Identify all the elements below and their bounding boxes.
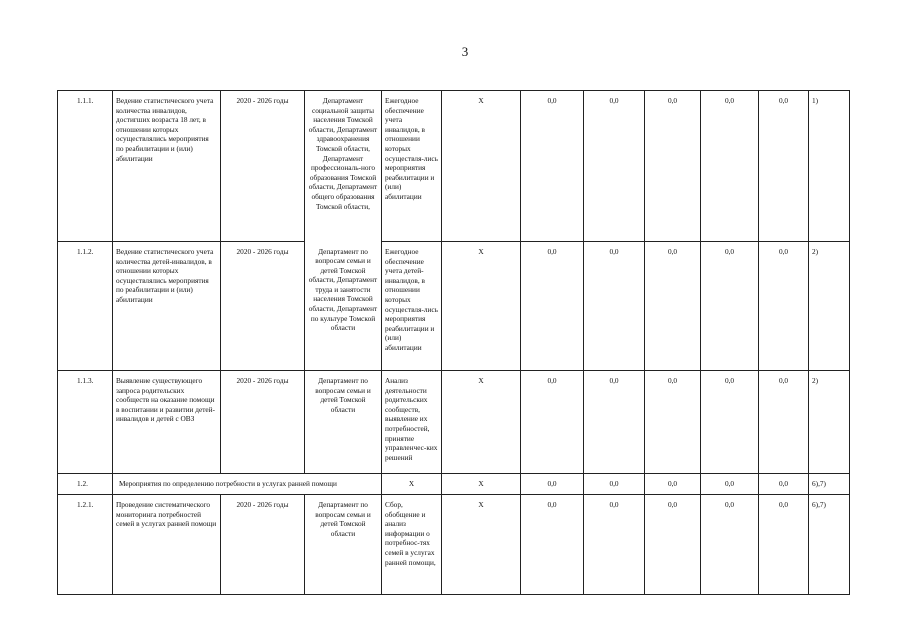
activity-number: 1.1.2.	[58, 242, 113, 371]
activity-result: Сбор, обобщение и анализ информации о потребнос-тях семей в услугах ранней помощи,	[382, 495, 442, 595]
activity-value: 0,0	[645, 495, 701, 595]
section-title: Мероприятия по определению потребности в услугах ранней помощи	[113, 474, 382, 495]
activity-value: 0,0	[701, 242, 759, 371]
table-row	[58, 371, 850, 474]
section-result: X	[382, 474, 442, 495]
activity-executor: Департамент по вопросам семьи и детей Томской области, Департамент труда и занятости населения Томской области, Департамент по культуре Томской области	[305, 242, 382, 371]
activity-value: 0,0	[584, 371, 645, 474]
activity-executor: Департамент социальной защиты населения Томской области, Департамент здравоохранения Томской области, Департамент профессиональ-ного образования Томской области, Департамент общего образования Томской области,	[305, 91, 382, 242]
activity-value: 0,0	[521, 371, 584, 474]
activity-value: 0,0	[701, 371, 759, 474]
activity-name: Ведение статистического учета количества детей-инвалидов, в отношении которых осуществлялись мероприятия по реабилитации и (или) абилитации	[113, 242, 221, 371]
table-row	[58, 91, 850, 242]
section-value: 0,0	[759, 474, 809, 495]
table-section-row	[58, 474, 850, 495]
activity-x-mark: X	[442, 371, 521, 474]
section-note: 6),7)	[809, 474, 850, 495]
activity-result: Ежегодное обеспечение учета инвалидов, в отношении которых осуществля-лись мероприятия реабилитации и (или) абилитации	[382, 91, 442, 242]
section-number: 1.2.	[58, 474, 113, 495]
activity-executor: Департамент по вопросам семьи и детей Томской области	[305, 371, 382, 474]
activity-x-mark: X	[442, 495, 521, 595]
activity-period: 2020 - 2026 годы	[221, 495, 305, 595]
activity-value: 0,0	[645, 242, 701, 371]
activity-period: 2020 - 2026 годы	[221, 371, 305, 474]
section-value: 0,0	[521, 474, 584, 495]
activity-executor: Департамент по вопросам семьи и детей Томской области	[305, 495, 382, 595]
program-activities-table	[57, 90, 850, 595]
activity-note: 6),7)	[809, 495, 850, 595]
section-value: 0,0	[645, 474, 701, 495]
activity-note: 2)	[809, 371, 850, 474]
activity-x-mark: X	[442, 242, 521, 371]
section-value: 0,0	[701, 474, 759, 495]
section-value: 0,0	[584, 474, 645, 495]
activity-value: 0,0	[521, 91, 584, 242]
page-number: 3	[461, 44, 469, 59]
activity-period: 2020 - 2026 годы	[221, 91, 305, 242]
table-row	[58, 495, 850, 595]
activity-note: 1)	[809, 91, 850, 242]
activity-note: 2)	[809, 242, 850, 371]
activity-value: 0,0	[759, 91, 809, 242]
activity-name: Ведение статистического учета количества инвалидов, достигших возраста 18 лет, в отношении которых осуществлялись мероприятия по реабилитации и (или) абилитации	[113, 91, 221, 242]
section-x-mark: X	[442, 474, 521, 495]
activity-number: 1.1.1.	[58, 91, 113, 242]
activity-number: 1.2.1.	[58, 495, 113, 595]
activity-value: 0,0	[645, 91, 701, 242]
activity-value: 0,0	[521, 495, 584, 595]
activity-value: 0,0	[584, 91, 645, 242]
activity-name: Выявление существующего запроса родительских сообществ на оказание помощи в воспитании и развитии детей-инвалидов и детей с ОВЗ	[113, 371, 221, 474]
activity-value: 0,0	[759, 371, 809, 474]
activity-name: Проведение систематического мониторинга потребностей семей в услугах ранней помощи	[113, 495, 221, 595]
activity-value: 0,0	[584, 495, 645, 595]
activity-value: 0,0	[584, 242, 645, 371]
activity-value: 0,0	[701, 495, 759, 595]
activity-value: 0,0	[701, 91, 759, 242]
activity-value: 0,0	[521, 242, 584, 371]
activity-value: 0,0	[645, 371, 701, 474]
activity-x-mark: X	[442, 91, 521, 242]
activity-value: 0,0	[759, 495, 809, 595]
activity-value: 0,0	[759, 242, 809, 371]
activity-period: 2020 - 2026 годы	[221, 242, 305, 371]
activity-number: 1.1.3.	[58, 371, 113, 474]
activity-result: Анализ деятельности родительских сообществ, выявление их потребностей, принятие управленчес-ких решений	[382, 371, 442, 474]
table-row	[58, 242, 850, 371]
activity-result: Ежегодное обеспечение учета детей-инвалидов, в отношении которых осуществля-лись мероприятия реабилитации и (или) абилитации	[382, 242, 442, 371]
